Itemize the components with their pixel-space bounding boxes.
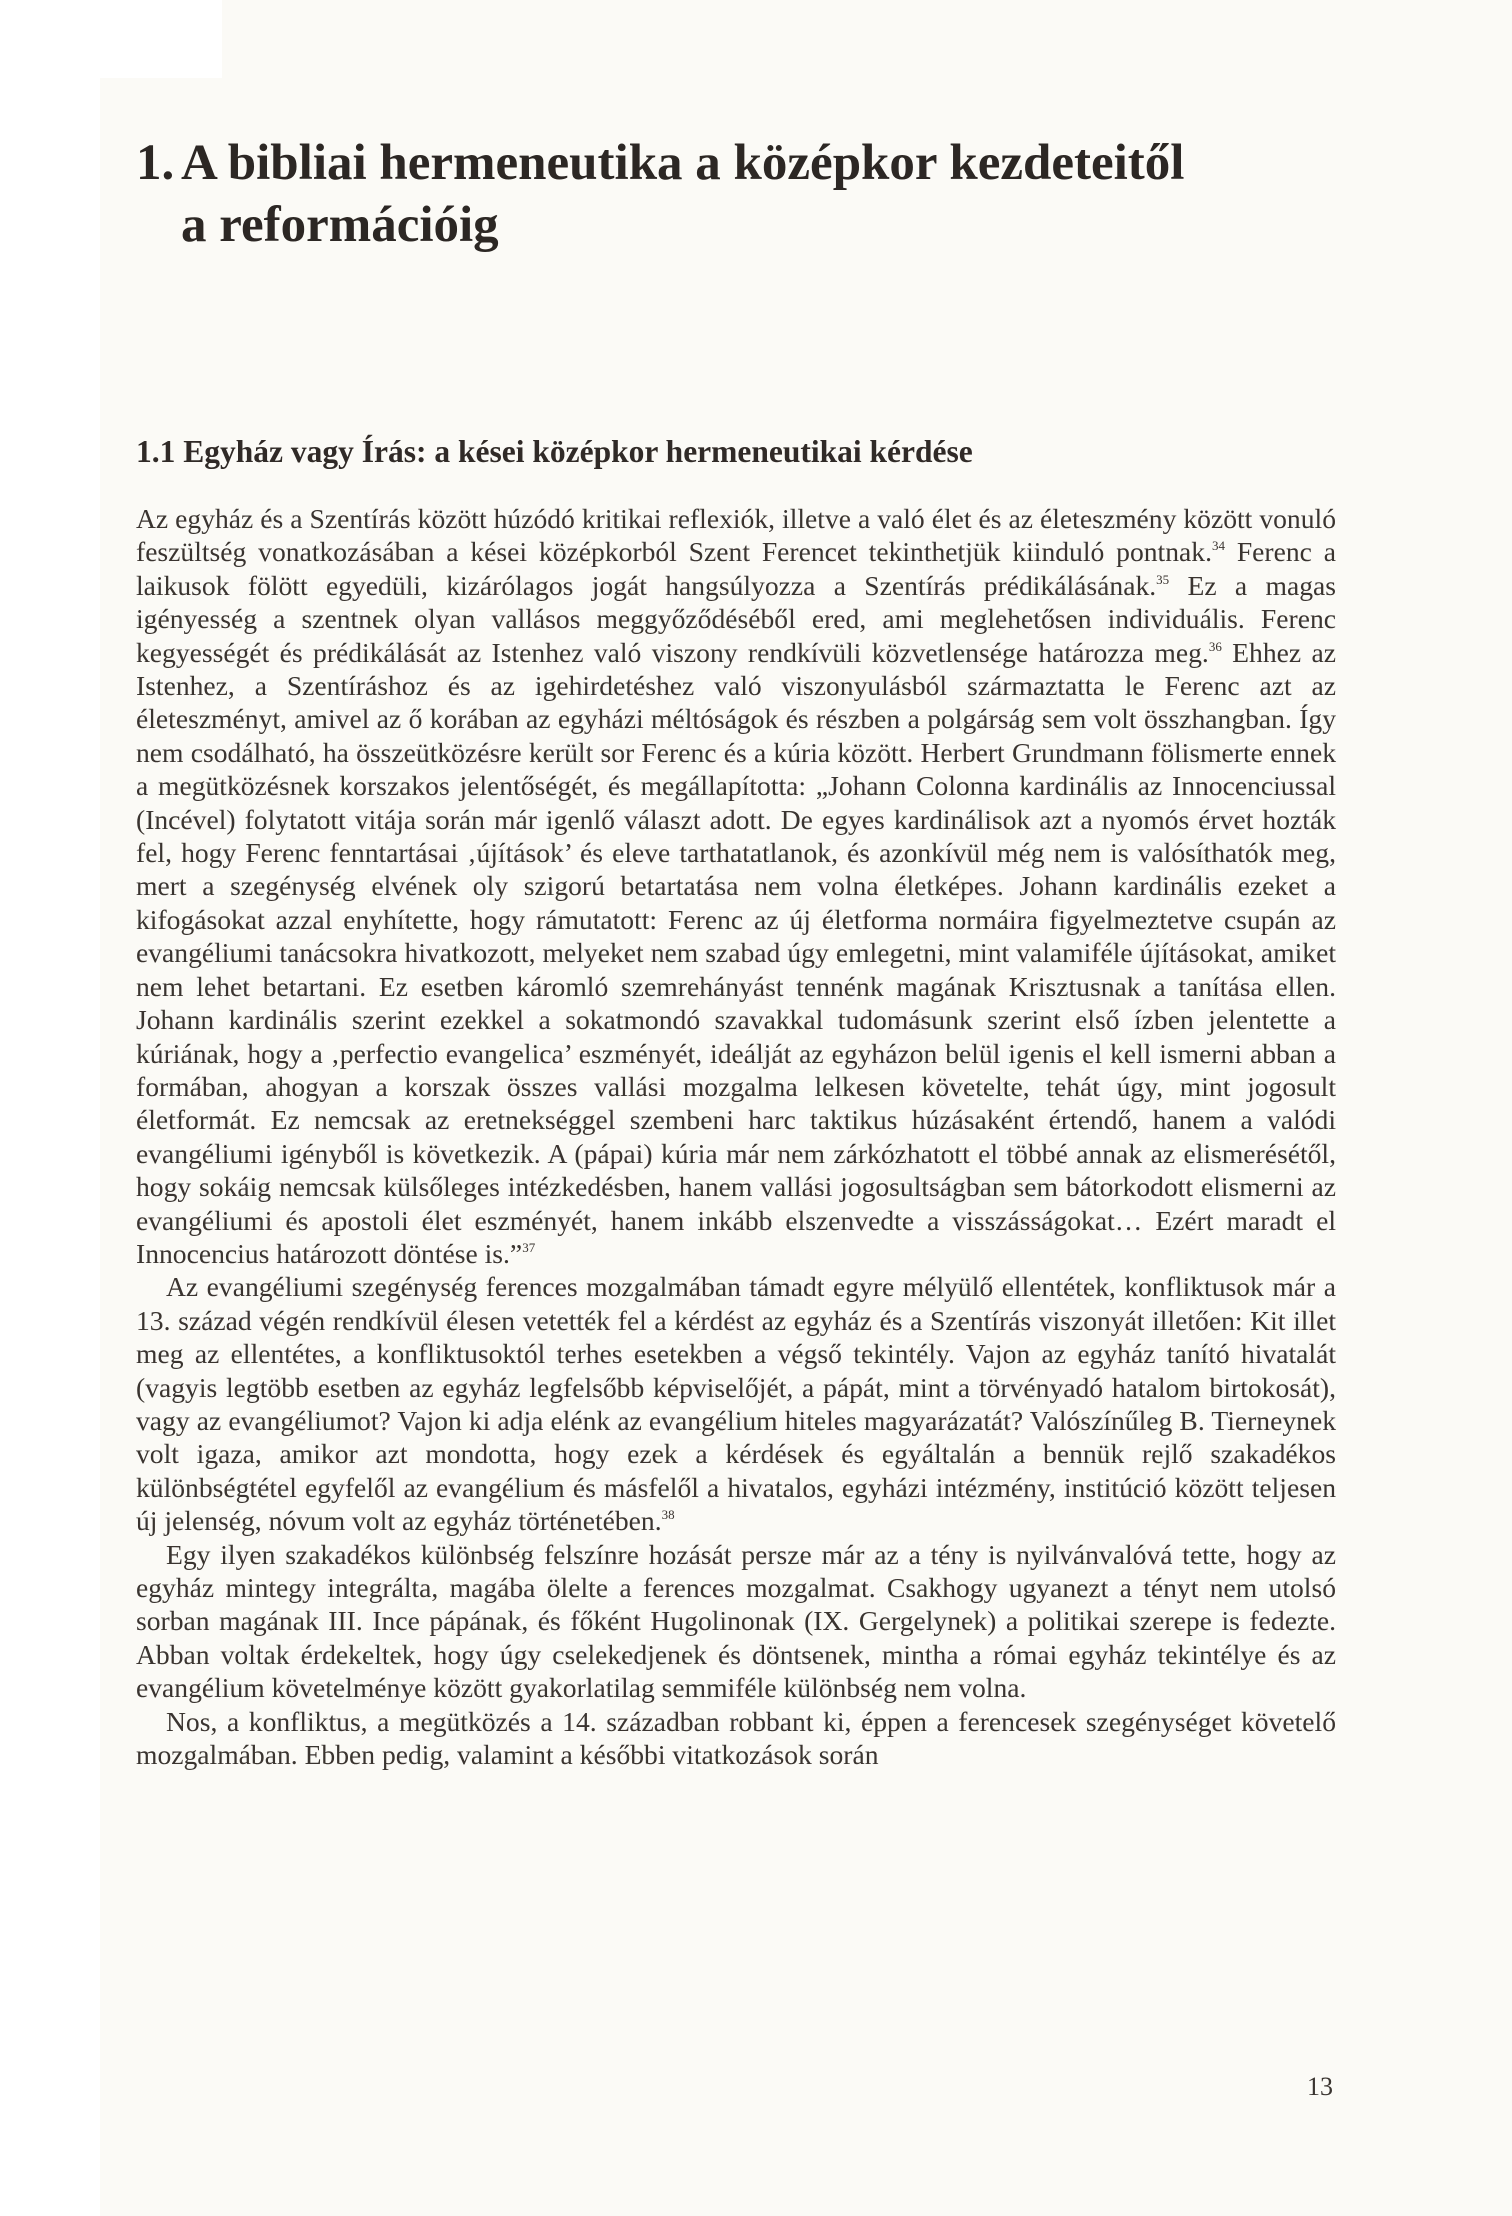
scan-margin-top — [0, 0, 222, 78]
footnote-ref-36: 36 — [1208, 638, 1222, 654]
footnote-ref-38: 38 — [661, 1507, 675, 1523]
footnote-ref-37: 37 — [522, 1239, 536, 1255]
chapter-number: 1. — [136, 135, 175, 191]
footnote-ref-35: 35 — [1156, 571, 1170, 587]
chapter-title — [136, 132, 1336, 256]
paragraph-4 — [136, 1705, 1336, 1772]
text-run: Az evangéliumi szegénység ferences mozgalmában támadt egyre mélyülő ellentétek, konfliktusok már a 13. század végén rendkívül élesen vetették fel a kérdést az egyház és a Szentírás viszonyát illetően: Kit illet meg az ellentétes, a konfliktusoktól terhes esetekben a végső tekintély. Vajon az egyház tanító hivatalát (vagyis legtöbb esetben az egyház legfelsőbb képviselőjét, a pápát, mint a törvényadó hatalom birtokosát), vagy az evangéliumot? Vajon ki adja elénk az evangélium hiteles magyarázatát? Valószínűleg B. Tierneynek volt igaza, amikor azt mondotta, hogy ezek a kérdések és egyáltalán a bennük rejlő szakadékos különbségtétel egyfelől az evangélium és másfelől a hivatalos, egyházi intézmény, institúció között teljesen új jelenség, nóvum volt az egyház történetében. — [136, 1271, 1336, 1537]
text-run: Az egyház és a Szentírás között húzódó kritikai reflexiók, illetve a való élet és az életeszmény között vonuló feszültség vonatkozásában a kései középkorból Szent Ferencet tekinthetjük kiinduló pontnak. — [136, 503, 1336, 568]
paragraph-1 — [136, 502, 1336, 1270]
text-run: Ez a magas igényesség a szentnek olyan vallásos meggyőződéséből ered, ami meglehetősen individuális. Ferenc kegyességét és prédikálását az Istenhez való viszony rendkívüli közvetlensége határozza meg. — [136, 569, 1337, 668]
page-content — [136, 132, 1337, 1771]
chapter-title-line-1: A bibliai hermeneutika a középkor kezdeteitől — [181, 135, 1185, 191]
text-run: Ferenc a laikusok fölött egyedüli, kizárólagos jogát hangsúlyozza a Szentírás prédikálásának. — [136, 536, 1336, 601]
section-heading: 1.1 Egyház vagy Írás: a kései középkor hermeneutikai kérdése — [136, 434, 973, 469]
footnote-ref-34: 34 — [1211, 538, 1225, 554]
text-run: Egy ilyen szakadékos különbség felszínre hozását persze már az a tény is nyilvánvalóvá tette, hogy az egyház mintegy integrálta, magába ölelte a ferences mozgalmat. Csakhogy ugyanezt a tényt nem utolsó sorban magának III. Ince pápának, és főként Hugolinonak (IX. Gergelynek) a politikai szerepe is fedezte. Abban voltak érdekeltek, hogy úgy cselekedjenek és döntsenek, mintha a római egyház tekintélye és az evangélium követelménye között gyakorlatilag semmiféle különbség nem volna. — [136, 1538, 1336, 1704]
paragraph-3 — [136, 1538, 1336, 1705]
text-run: Nos, a konfliktus, a megütközés a 14. században robbant ki, éppen a ferencesek szegénységet követelő mozgalmában. Ebben pedig, valamint a későbbi vitatkozások során — [136, 1705, 1336, 1771]
paragraph-2 — [136, 1270, 1336, 1537]
text-run: Ehhez az Istenhez, a Szentíráshoz és az igehirdetéshez való viszonyulásból származtatta le Ferenc azt az életeszményt, amivel az ő korában az egyházi méltóságok és részben a polgárság sem volt összhangban. Így nem csodálható, ha összeütközésre került sor Ferenc és a kúria között. Herbert Grundmann fölismerte ennek a megütközésnek korszakos jelentőségét, és megállapította: „Johann Colonna kardinális az Innocenciussal (Incével) folytatott vitája során már igenlő választ adott. De egyes kardinálisok azt a nyomós érvet hozták fel, hogy Ferenc fenntartásai ‚újítások’ és eleve tarthatatlanok, és azonkívül még nem is valósíthatók meg, mert a szegénység elvének oly szigorú betartatása nem volna életképes. Johann kardinális ezeket a kifogásokat azzal enyhítette, hogy rámutatott: Ferenc az új életforma normáira figyelmeztetve csupán az evangéliumi tanácsokra hivatkozott, melyeket nem szabad úgy emlegetni, mint valamiféle újításokat, amiket nem lehet betartani. Ez esetben káromló szemrehányást tennénk magának Krisztusnak a tanítása ellen. Johann kardinális szerint ezekkel a sokatmondó szavakkal tudomásunk szerint első ízben jelentette a kúriának, hogy a ‚perfectio evangelica’ eszményét, ideálját az egyházon belül igenis el kell ismerni abban a formában, ahogyan a korszak összes vallási mozgalma lelkesen követelte, tehát úgy, mint jogosult életformát. Ez nemcsak az eretnekséggel szembeni harc taktikus húzásaként értendő, hanem a valódi evangéliumi igényből is következik. A (pápai) kúria már nem zárkózhatott el többé annak az elismerésétől, hogy sokáig nemcsak külsőleges intézkedésben, hanem vallási jogosultságban sem bátorkodott elismerni az evangéliumi és apostoli élet eszményét, hanem inkább elszenvedte a visszásságokat… Ezért maradt el Innocencius határozott döntése is.” — [136, 636, 1336, 1269]
page-number: 13 — [1307, 2072, 1333, 2101]
chapter-title-line-2: a reformációig — [181, 197, 499, 253]
scan-margin-left — [0, 78, 100, 2216]
body-text — [136, 502, 1336, 1771]
